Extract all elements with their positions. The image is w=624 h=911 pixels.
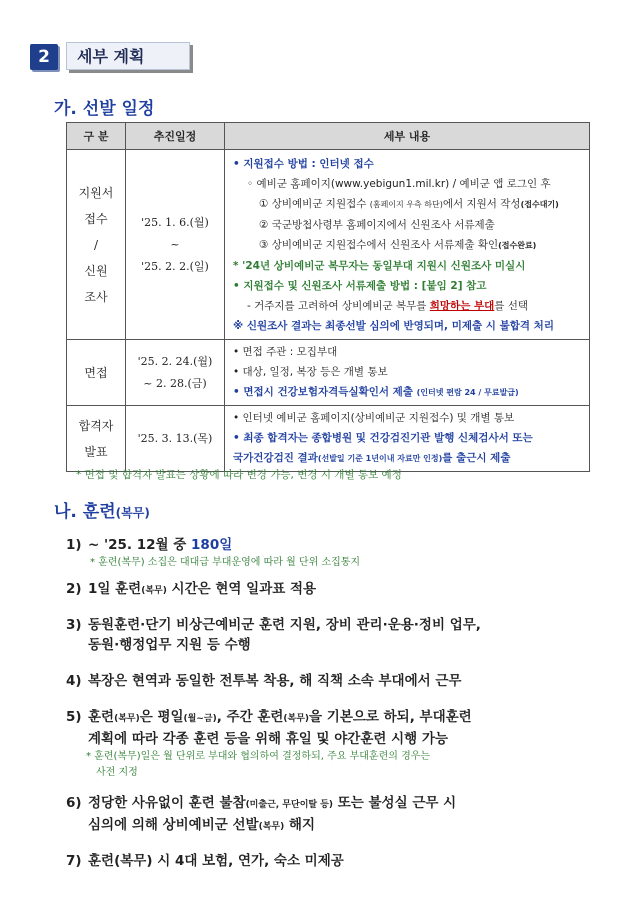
table-header-row bbox=[67, 123, 590, 150]
row-detail-application bbox=[225, 150, 590, 340]
detail-line: • 면접 주관 : 모집부대 bbox=[233, 346, 338, 358]
list-item: 2) 1일 훈련(복무) 시간은 현역 일과표 적용 bbox=[66, 581, 317, 597]
detail-line: ◦ 예비군 홈페이지(www.yebigun1.mil.kr) / 예비군 앱 로그인 후 bbox=[247, 177, 551, 190]
row-category-interview: 면접 bbox=[67, 340, 126, 406]
detail-line: ① 상비예비군 지원접수 (홈페이지 우측 하단)에서 지원서 작성(접수대기) bbox=[259, 197, 559, 210]
detail-line: • 대상, 일정, 복장 등은 개별 통보 bbox=[233, 366, 388, 378]
subheading-schedule: 가. 선발 일정 bbox=[54, 99, 155, 119]
table-row bbox=[67, 340, 590, 406]
table-row bbox=[67, 150, 590, 340]
row-detail-result bbox=[225, 406, 590, 472]
detail-line: • 지원접수 방법 : 인터넷 접수 bbox=[233, 157, 374, 170]
detail-line: ※ 신원조사 결과는 최종선발 심의에 반영되며, 미제출 시 불합격 처리 bbox=[233, 319, 554, 332]
row-date-interview: '25. 2. 24.(월) ~ 2. 28.(금) bbox=[126, 340, 225, 406]
header-date: 추진일정 bbox=[126, 123, 225, 150]
table-row bbox=[67, 406, 590, 472]
detail-line: ② 국군방첩사령부 홈페이지에서 신원조사 서류제출 bbox=[259, 218, 495, 231]
detail-line: * '24년 상비예비군 복무자는 동일부대 지원시 신원조사 미실시 bbox=[233, 259, 526, 272]
subheading-training: 나. 훈련(복무) bbox=[54, 502, 150, 522]
detail-line: • 인터넷 예비군 홈페이지(상비예비군 지원접수) 및 개별 통보 bbox=[233, 412, 515, 424]
detail-line: • 면접시 건강보험자격득실확인서 제출 (인터넷 편람 24 / 무료발급) bbox=[233, 386, 519, 398]
section-title: 세부 계획 bbox=[66, 42, 190, 70]
list-item: 6) 정당한 사유없이 훈련 불참(미출근, 무단이탈 등) 또는 불성실 근무 시 심의에 의해 상비예비군 선발(복무) 해지 bbox=[66, 795, 457, 833]
list-item: 3) 동원훈련·단기 비상근예비군 훈련 지원, 장비 관리·운용·정비 업무, 동원·행정업무 지원 등 수행 bbox=[66, 617, 481, 653]
list-item: 5) 훈련(복무)은 평일(월~금), 주간 훈련(복무)을 기본으로 하되, 부대훈련 계획에 따라 각종 훈련 등을 위해 휴일 및 야간훈련 시행 가능 * 훈련(복무)일은 월 단위로 부대와 협의하여 결정하되, 주요 부대훈련의 경우는 사전 지정 bbox=[66, 709, 472, 778]
row-category-result: 합격자 발표 bbox=[67, 406, 126, 472]
row-date-application: '25. 1. 6.(월) ~ '25. 2. 2.(일) bbox=[126, 150, 225, 340]
section-number: 2 bbox=[30, 44, 58, 70]
list-item: 4) 복장은 현역과 동일한 전투복 착용, 해 직책 소속 부대에서 근무 bbox=[66, 673, 462, 689]
list-item: 7) 훈련(복무) 시 4대 보험, 연가, 숙소 미제공 bbox=[66, 853, 344, 869]
detail-line: • 지원접수 및 신원조사 서류제출 방법 : [붙임 2] 참고 bbox=[233, 279, 487, 292]
schedule-note: * 면접 및 합격자 발표는 상황에 따라 변경 가능, 변경 시 개별 통보 예정 bbox=[76, 469, 402, 481]
row-category-application: 지원서 접수 / 신원 조사 bbox=[67, 150, 126, 340]
detail-line: - 거주지를 고려하여 상비예비군 복무를 희망하는 부대를 선택 bbox=[247, 299, 529, 312]
header-category: 구 분 bbox=[67, 123, 126, 150]
detail-line: • 최종 합격자는 종합병원 및 건강검진기관 발행 신체검사서 또는 bbox=[233, 432, 533, 444]
row-detail-interview bbox=[225, 340, 590, 406]
training-list bbox=[66, 535, 606, 871]
schedule-table bbox=[66, 122, 590, 472]
detail-line: 국가건강검진 결과(선발일 기준 1년이내 자료만 인정)를 출근시 제출 bbox=[233, 452, 511, 464]
header-detail: 세부 내용 bbox=[225, 123, 590, 150]
section-header bbox=[26, 40, 176, 74]
list-item: 1) ~ '25. 12월 중 180일 * 훈련(복무) 소집은 대대급 부대운영에 따라 월 단위 소집통지 bbox=[66, 537, 361, 568]
row-date-result: '25. 3. 13.(목) bbox=[126, 406, 225, 472]
detail-line: ③ 상비예비군 지원접수에서 신원조사 서류제출 확인(접수완료) bbox=[259, 238, 537, 251]
